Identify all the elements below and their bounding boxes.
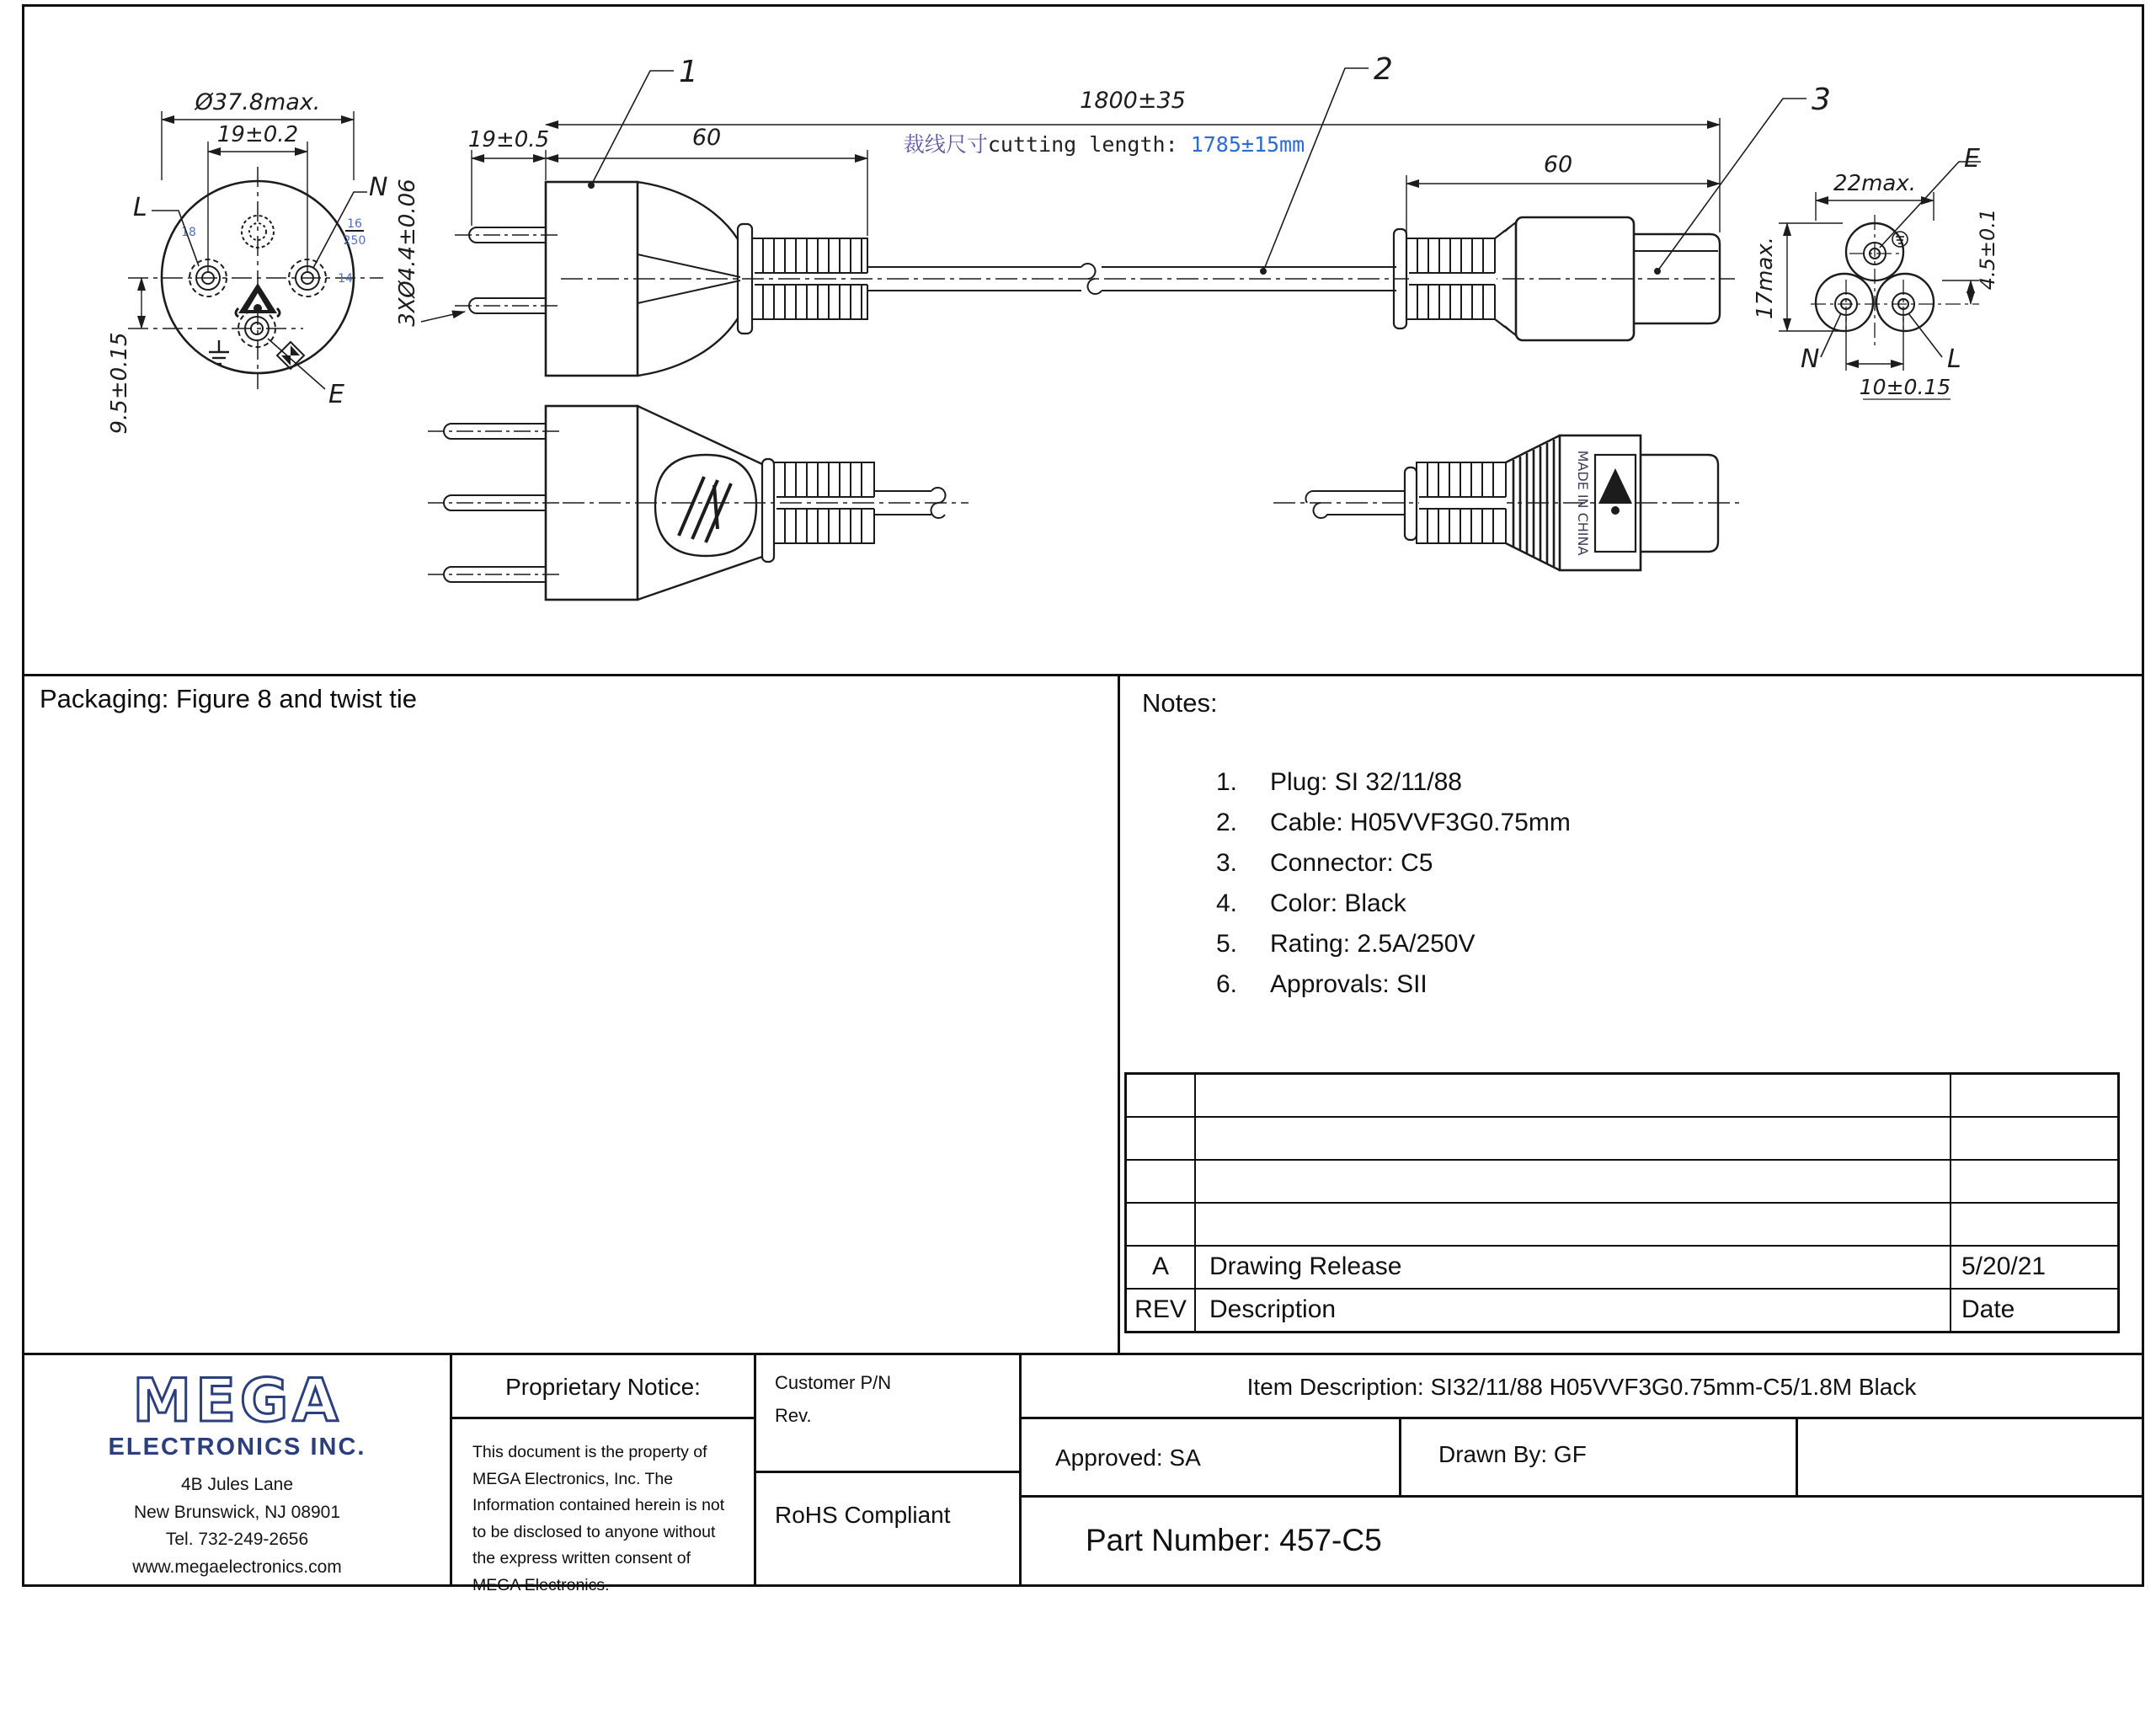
c5-bottom-view bbox=[1273, 435, 1743, 570]
cutting-length-note: 裁线尺寸cutting length: 1785±15mm bbox=[903, 132, 1305, 157]
drawn-by: Drawn By: GF bbox=[1401, 1419, 1798, 1498]
drawing-sheet-frame bbox=[22, 4, 2144, 1594]
note-text: Approvals: SII bbox=[1270, 970, 1428, 998]
logo-text: MEGA bbox=[131, 1367, 343, 1434]
revision-description: Drawing Release bbox=[1196, 1247, 1951, 1288]
dim-c5-width: 22max. bbox=[1833, 171, 1916, 196]
note-item bbox=[1120, 803, 2139, 843]
title-block bbox=[24, 1353, 2142, 1594]
company-logo bbox=[94, 1367, 381, 1434]
proprietary-heading: Proprietary Notice: bbox=[452, 1355, 754, 1419]
address-line: Tel. 732-249-2656 bbox=[165, 1530, 309, 1550]
dim-plug-diameter: Ø37.8max. bbox=[195, 89, 321, 115]
note-text: Connector: C5 bbox=[1270, 849, 1433, 877]
note-text: Color: Black bbox=[1270, 889, 1406, 917]
plug-bottom-view bbox=[428, 406, 969, 600]
customer-rev-label: Rev. bbox=[775, 1404, 812, 1426]
plug-marking-right: 14 bbox=[338, 272, 353, 286]
proprietary-body: This document is the property of MEGA Electronics, Inc. The Information contained herein is not to be disclosed to anyone without the express written consent of MEGA Electronics. bbox=[472, 1443, 725, 1594]
technical-drawing bbox=[24, 7, 2142, 674]
callout-3: 3 bbox=[1812, 83, 1831, 117]
revision-row-empty bbox=[1127, 1116, 2117, 1159]
plug-face-label-live: L bbox=[133, 193, 147, 222]
packaging-note: Packaging: Figure 8 and twist tie bbox=[40, 684, 418, 713]
note-number: 2. bbox=[1216, 809, 1238, 836]
plug-side-view bbox=[395, 125, 870, 376]
note-number: 6. bbox=[1216, 970, 1238, 998]
note-number: 5. bbox=[1216, 930, 1238, 958]
part-number: Part Number: 457-C5 bbox=[1086, 1523, 1382, 1557]
c5-side-view bbox=[1394, 152, 1720, 340]
molded-logo-mark bbox=[236, 283, 280, 317]
revision-letter: A bbox=[1127, 1247, 1196, 1288]
revision-date: 5/20/21 bbox=[1961, 1252, 2047, 1280]
note-text: Rating: 2.5A/250V bbox=[1270, 930, 1476, 958]
notes-section bbox=[1120, 676, 2139, 1005]
company-address bbox=[24, 1471, 450, 1581]
customer-pn-label: Customer P/N bbox=[775, 1372, 892, 1393]
title-block-right bbox=[1022, 1355, 2142, 1587]
revision-header-date: Date bbox=[1961, 1295, 2015, 1323]
plug-marking-current: 16 bbox=[347, 217, 362, 231]
address-line: 4B Jules Lane bbox=[180, 1475, 294, 1494]
c5-label-neutral: N bbox=[1801, 344, 1820, 374]
dim-plug-earth-offset: 9.5±0.15 bbox=[107, 332, 132, 435]
note-number: 3. bbox=[1216, 849, 1238, 877]
note-item bbox=[1120, 924, 2139, 964]
notes-heading: Notes: bbox=[1142, 688, 1218, 718]
made-in-china-marking: MADE IN CHINA bbox=[1575, 450, 1591, 556]
note-number: 4. bbox=[1216, 889, 1238, 917]
revision-header-rev: REV bbox=[1127, 1290, 1196, 1331]
revision-header-description: Description bbox=[1196, 1290, 1951, 1331]
c5-face-view bbox=[1753, 144, 1999, 399]
dim-c5-height: 17max. bbox=[1753, 237, 1778, 319]
note-item bbox=[1120, 964, 2139, 1005]
approved-by: Approved: SA bbox=[1022, 1419, 1401, 1498]
dim-plug-body-length: 60 bbox=[691, 125, 722, 151]
revision-table bbox=[1124, 1072, 2120, 1333]
company-website: www.megaelectronics.com bbox=[132, 1557, 342, 1577]
plug-face-label-neutral: N bbox=[369, 173, 388, 202]
plug-marking-voltage: 250 bbox=[343, 234, 366, 248]
empty-cell bbox=[1798, 1419, 2142, 1498]
note-text: Plug: SI 32/11/88 bbox=[1270, 768, 1462, 796]
dim-plug-pin-diameter: 3XØ4.4±0.06 bbox=[395, 179, 420, 327]
dim-plug-pin-spacing: 19±0.2 bbox=[216, 122, 299, 147]
callout-2: 2 bbox=[1374, 52, 1393, 87]
rohs-label: RoHS Compliant bbox=[775, 1502, 951, 1528]
proprietary-cell bbox=[452, 1355, 756, 1594]
c5-label-live: L bbox=[1947, 344, 1961, 374]
address-line: New Brunswick, NJ 08901 bbox=[133, 1502, 341, 1522]
plug-face-view bbox=[107, 89, 387, 435]
dim-c5-pin-offset: 4.5±0.1 bbox=[1976, 208, 1999, 291]
revision-row-empty bbox=[1127, 1075, 2117, 1116]
note-item bbox=[1120, 884, 2139, 924]
customer-cell bbox=[756, 1355, 1022, 1587]
dim-plug-pin-length: 19±0.5 bbox=[467, 127, 550, 152]
revision-header-row bbox=[1127, 1288, 2117, 1331]
certification-mark bbox=[277, 342, 304, 369]
note-item bbox=[1120, 843, 2139, 884]
callout-1: 1 bbox=[679, 55, 698, 89]
cable bbox=[546, 88, 1735, 294]
notes-list bbox=[1120, 762, 2139, 1005]
dim-c5-pin-spacing: 10±0.15 bbox=[1859, 375, 1951, 399]
c5-label-earth: E bbox=[1964, 144, 1980, 174]
dim-overall-length: 1800±35 bbox=[1080, 88, 1186, 114]
logo-subtext: ELECTRONICS INC. bbox=[108, 1434, 366, 1461]
note-number: 1. bbox=[1216, 768, 1238, 796]
dim-c5-body-length: 60 bbox=[1543, 152, 1573, 178]
note-text: Cable: H05VVF3G0.75mm bbox=[1270, 809, 1571, 836]
revision-row-empty bbox=[1127, 1159, 2117, 1202]
revision-row-empty bbox=[1127, 1202, 2117, 1245]
plug-marking-left: 18 bbox=[181, 226, 196, 239]
item-description: Item Description: SI32/11/88 H05VVF3G0.75mm-C5/1.8M Black bbox=[1022, 1355, 2142, 1419]
company-cell bbox=[24, 1355, 452, 1587]
customer-pn-cell bbox=[756, 1355, 1019, 1473]
note-item bbox=[1120, 762, 2139, 803]
plug-face-label-earth: E bbox=[328, 380, 344, 409]
revision-row-release bbox=[1127, 1245, 2117, 1288]
